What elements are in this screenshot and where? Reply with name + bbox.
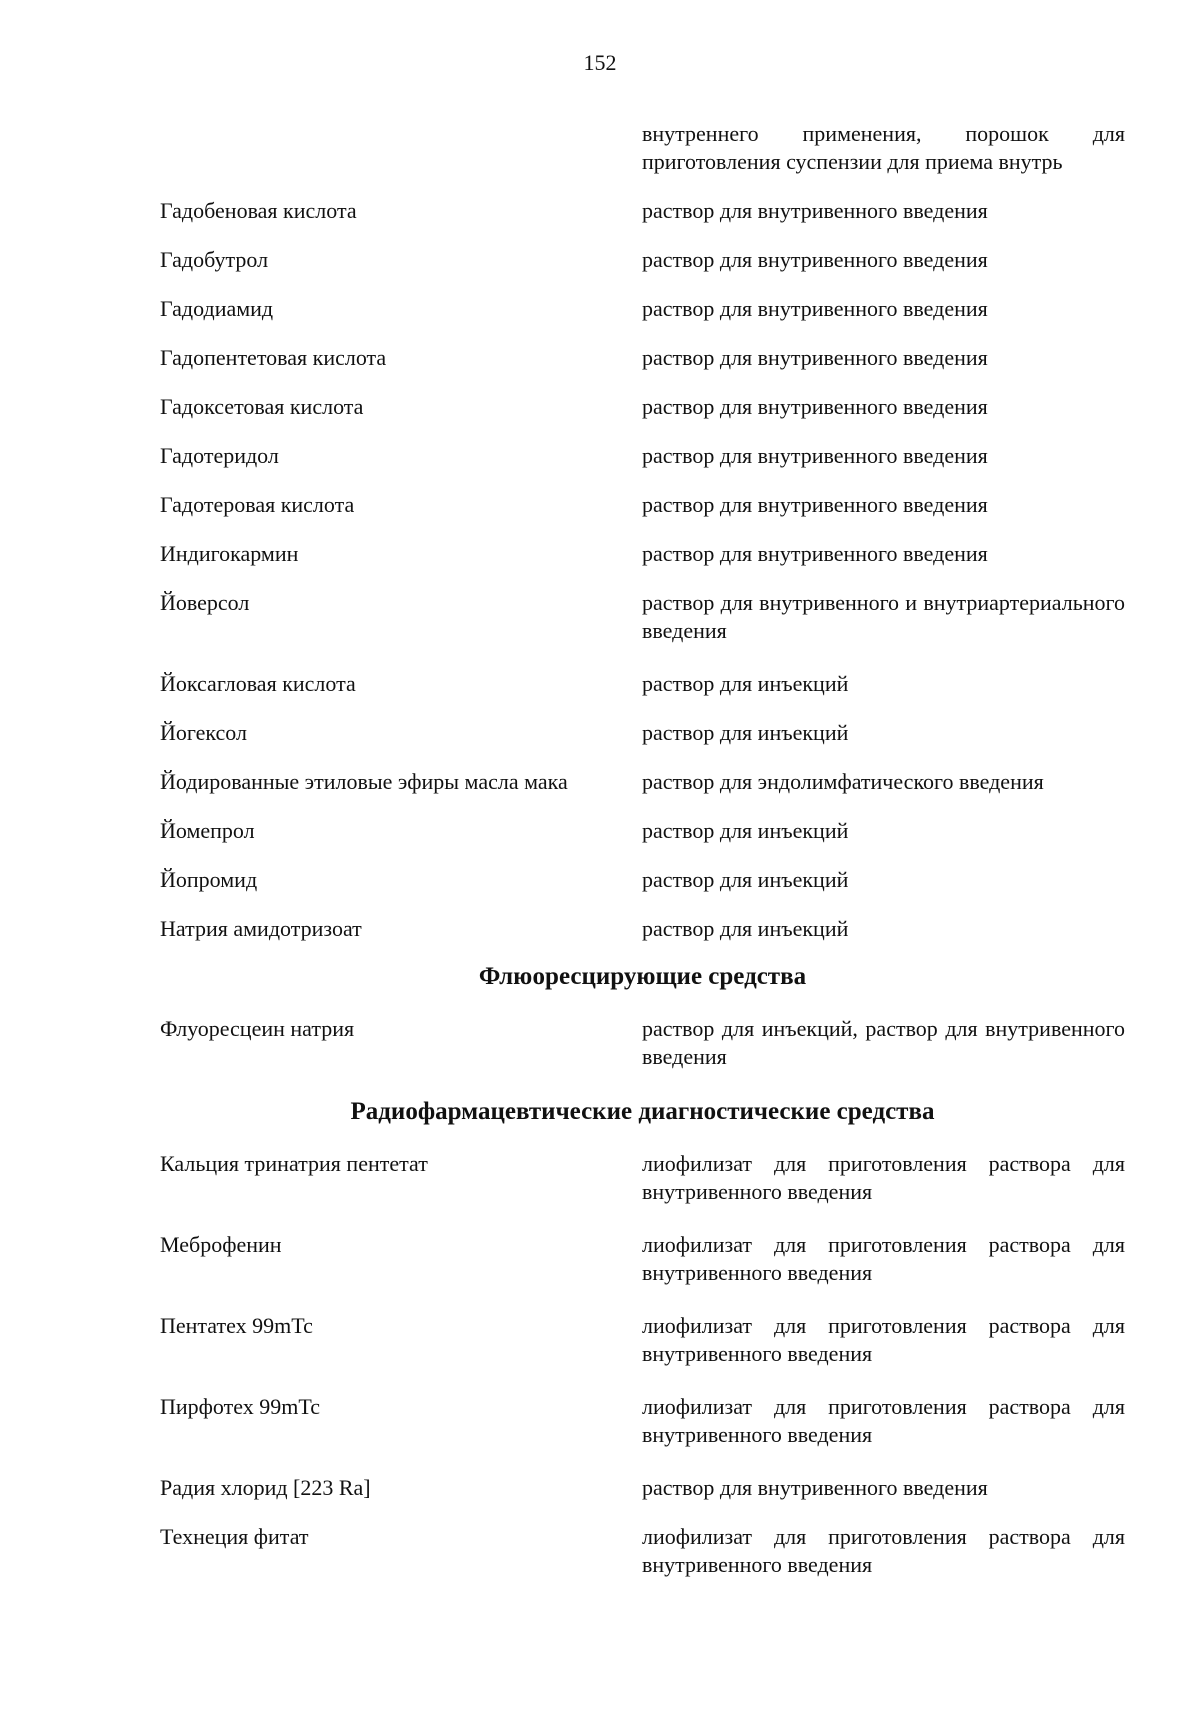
- section-title-radiopharmaceutical: Радиофармацевтические диагностические средства: [350, 1098, 935, 1125]
- dosage-form: раствор для внутривенного и внутриартериального введения: [642, 590, 1125, 643]
- table-row-continuation: [160, 120, 1125, 176]
- table-row: [160, 866, 1125, 894]
- drug-name: Йомепрол: [160, 818, 255, 843]
- table-row: [160, 491, 1125, 519]
- dosage-form: раствор для внутривенного введения: [642, 394, 988, 419]
- table-row: [160, 197, 1125, 225]
- drug-name: Йодированные этиловые эфиры масла мака: [160, 769, 568, 794]
- drug-name-empty: [160, 120, 642, 176]
- dosage-form: раствор для инъекций: [642, 818, 849, 843]
- table-row: [160, 442, 1125, 470]
- drug-name: Йоксагловая кислота: [160, 671, 356, 696]
- dosage-form: внутреннего применения, порошок для приготовления суспензии для приема внутрь: [642, 121, 1125, 174]
- drug-name: Гадотеровая кислота: [160, 492, 355, 517]
- drug-name: Пирфотех 99mTc: [160, 1394, 320, 1419]
- group-fluorescent: [160, 1015, 1125, 1071]
- table-row: [160, 817, 1125, 845]
- drug-name: Гадотеридол: [160, 443, 279, 468]
- table-row: [160, 670, 1125, 698]
- drug-name: Меброфенин: [160, 1232, 282, 1257]
- table-row: [160, 719, 1125, 747]
- dosage-form: раствор для инъекций, раствор для внутривенного введения: [642, 1016, 1125, 1069]
- table-row: [160, 295, 1125, 323]
- dosage-form: раствор для внутривенного введения: [642, 198, 988, 223]
- drug-name: Индигокармин: [160, 541, 299, 566]
- dosage-form: раствор для внутривенного введения: [642, 492, 988, 517]
- dosage-form: лиофилизат для приготовления раствора для внутривенного введения: [642, 1524, 1125, 1577]
- dosage-form: раствор для инъекций: [642, 671, 849, 696]
- drug-name: Кальция тринатрия пентетат: [160, 1151, 428, 1176]
- dosage-form: раствор для инъекций: [642, 867, 849, 892]
- table-row: [160, 589, 1125, 645]
- table-row: [160, 393, 1125, 421]
- dosage-form: раствор для внутривенного введения: [642, 443, 988, 468]
- drug-name: Гадопентетовая кислота: [160, 345, 387, 370]
- dosage-form: лиофилизат для приготовления раствора для внутривенного введения: [642, 1232, 1125, 1285]
- drug-name: Пентатех 99mTc: [160, 1313, 313, 1338]
- dosage-form: раствор для внутривенного введения: [642, 296, 988, 321]
- table-row: [160, 915, 1125, 943]
- dosage-form: лиофилизат для приготовления раствора для внутривенного введения: [642, 1313, 1125, 1366]
- table-row: [160, 1312, 1125, 1368]
- group-contrast-agents: [160, 197, 1125, 943]
- section-title-fluorescent: Флюоресцирующие средства: [478, 963, 807, 990]
- table-row: [160, 1150, 1125, 1206]
- drug-name: Радия хлорид [223 Ra]: [160, 1475, 371, 1500]
- table-row: [160, 768, 1125, 796]
- table-row: [160, 246, 1125, 274]
- drug-name: Йогексол: [160, 720, 247, 745]
- table-row: [160, 1474, 1125, 1502]
- drug-name: Гадобутрол: [160, 247, 269, 272]
- dosage-form: лиофилизат для приготовления раствора для внутривенного введения: [642, 1151, 1125, 1204]
- dosage-form: раствор для инъекций: [642, 720, 849, 745]
- dosage-form: раствор для внутривенного введения: [642, 541, 988, 566]
- drug-name: Йоверсол: [160, 590, 250, 615]
- table-row: [160, 1231, 1125, 1287]
- table-row: [160, 1523, 1125, 1579]
- drug-name: Гадоксетовая кислота: [160, 394, 364, 419]
- drug-name: Гадобеновая кислота: [160, 198, 357, 223]
- drug-name: Гадодиамид: [160, 296, 274, 321]
- table-row: [160, 1393, 1125, 1449]
- drug-name: Натрия амидотризоат: [160, 916, 362, 941]
- dosage-form: раствор для внутривенного введения: [642, 247, 988, 272]
- drug-name: Флуоресцеин натрия: [160, 1016, 355, 1041]
- dosage-form: раствор для внутривенного введения: [642, 345, 988, 370]
- table-row: [160, 540, 1125, 568]
- page-number: 152: [583, 50, 617, 75]
- group-radiopharmaceutical: [160, 1150, 1125, 1579]
- dosage-form: раствор для внутривенного введения: [642, 1475, 988, 1500]
- dosage-form: раствор для инъекций: [642, 916, 849, 941]
- dosage-form: лиофилизат для приготовления раствора для внутривенного введения: [642, 1394, 1125, 1447]
- table-row: [160, 1015, 1125, 1071]
- dosage-form: раствор для эндолимфатического введения: [642, 769, 1044, 794]
- drug-name: Йопромид: [160, 867, 258, 892]
- drug-name: Технеция фитат: [160, 1524, 309, 1549]
- table-row: [160, 344, 1125, 372]
- drug-table: [160, 120, 1125, 1604]
